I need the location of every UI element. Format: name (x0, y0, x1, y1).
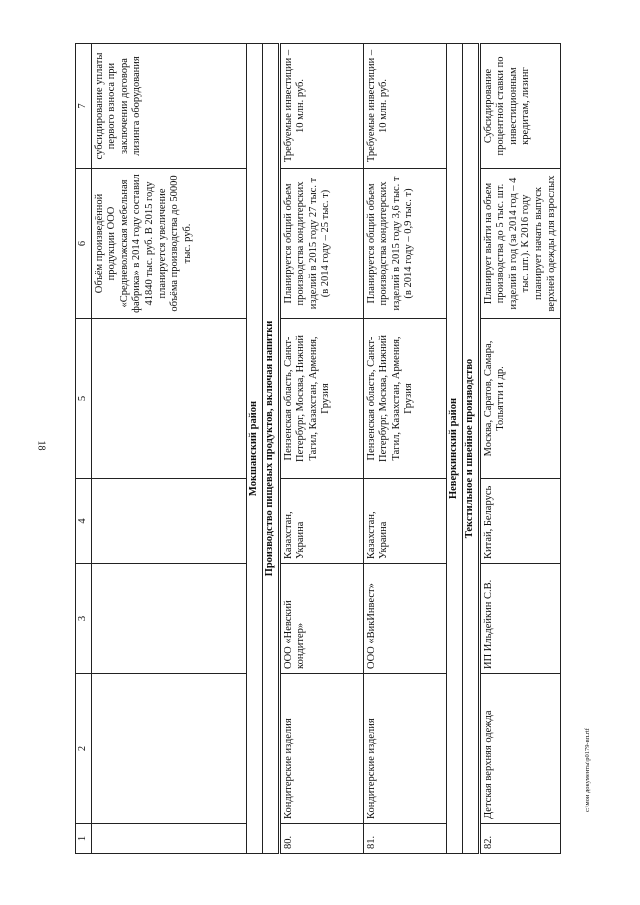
table-cell (91, 674, 246, 824)
document-sheet (75, 44, 605, 854)
district-heading-row (446, 44, 462, 854)
table-row (479, 44, 561, 854)
row-number: 81. (363, 824, 446, 854)
support-cell: Требуемые инвестиции – 10 млн. руб. (363, 44, 446, 169)
district-heading: Мокшанский район (246, 44, 262, 854)
column-header: 4 (76, 479, 92, 564)
plan-cell: Планируется общий объем производства кондитерских изделий в 2015 году 27 тыс. т (в 2014 году – 25 тыс. т) (279, 169, 363, 319)
column-header: 7 (76, 44, 92, 169)
product-cell: Кондитерские изделия (279, 674, 363, 824)
export-cell: Казахстан, Украина (363, 479, 446, 564)
export-cell: Казахстан, Украина (279, 479, 363, 564)
company-cell: ИП Ильдейкин С.В. (479, 564, 561, 674)
support-cell: Субсидирование процентной ставки по инвестиционным кредитам, лизинг (479, 44, 561, 169)
table-cell: субсидирование уплаты первого взноса при заключении договора лизинга оборудования (91, 44, 246, 169)
table-row (363, 44, 446, 854)
table-cell: Объём произведённой продукции ООО «Средневолжская мебельная фабрика» в 2014 году составил 41840 тыс. руб. В 2015 году планируется увеличение объёма производства до 50000 тыс. руб. (91, 169, 246, 319)
page-number: 18 (35, 440, 47, 451)
table-row (91, 44, 246, 854)
column-header: 3 (76, 564, 92, 674)
table-cell (91, 319, 246, 479)
row-number: 80. (279, 824, 363, 854)
markets-cell: Пензенская область, Санкт-Петербург, Москва, Нижний Тагил, Казахстан, Армения, Грузия (279, 319, 363, 479)
markets-cell: Москва, Саратов, Самара, Тольятти и др. (479, 319, 561, 479)
column-header: 6 (76, 169, 92, 319)
markets-cell: Пензенская область, Санкт-Петербург, Москва, Нижний Тагил, Казахстан, Армения, Грузия (363, 319, 446, 479)
district-heading-row (246, 44, 262, 854)
column-header: 5 (76, 319, 92, 479)
table-cell (91, 564, 246, 674)
row-number: 82. (479, 824, 561, 854)
table-cell (91, 824, 246, 854)
plan-cell: Планирует выйти на объем производства до 5 тыс. шт. изделий в год (за 2014 год – 4 тыс. шт.). К 2016 году планирует начать выпуск верхней одежды для взрослых (479, 169, 561, 319)
industry-heading-row (262, 44, 279, 854)
plan-cell: Планируется общий объем производства кондитерских изделий в 2015 году 3,6 тыс. т (в 2014 году – 0,9 тыс. т) (363, 169, 446, 319)
industry-heading-row (462, 44, 479, 854)
product-cell: Кондитерские изделия (363, 674, 446, 824)
company-cell: ООО «ВикИнвест» (363, 564, 446, 674)
company-cell: ООО «Невский кондитер» (279, 564, 363, 674)
table-cell (91, 479, 246, 564)
product-cell: Детская верхняя одежда (479, 674, 561, 824)
table-row (279, 44, 363, 854)
district-heading: Неверкинский район (446, 44, 462, 854)
column-header: 2 (76, 674, 92, 824)
export-cell: Китай, Беларусь (479, 479, 561, 564)
column-number-row (76, 44, 92, 854)
data-table (75, 43, 561, 854)
footer-file-path: c:\мои документы\p0179-вп.rtf (584, 728, 591, 812)
support-cell: Требуемые инвестиции – 10 млн. руб. (279, 44, 363, 169)
column-header: 1 (76, 824, 92, 854)
industry-heading: Текстильное и швейное производство (462, 44, 479, 854)
industry-heading: Производство пищевых продуктов, включая напитки (262, 44, 279, 854)
